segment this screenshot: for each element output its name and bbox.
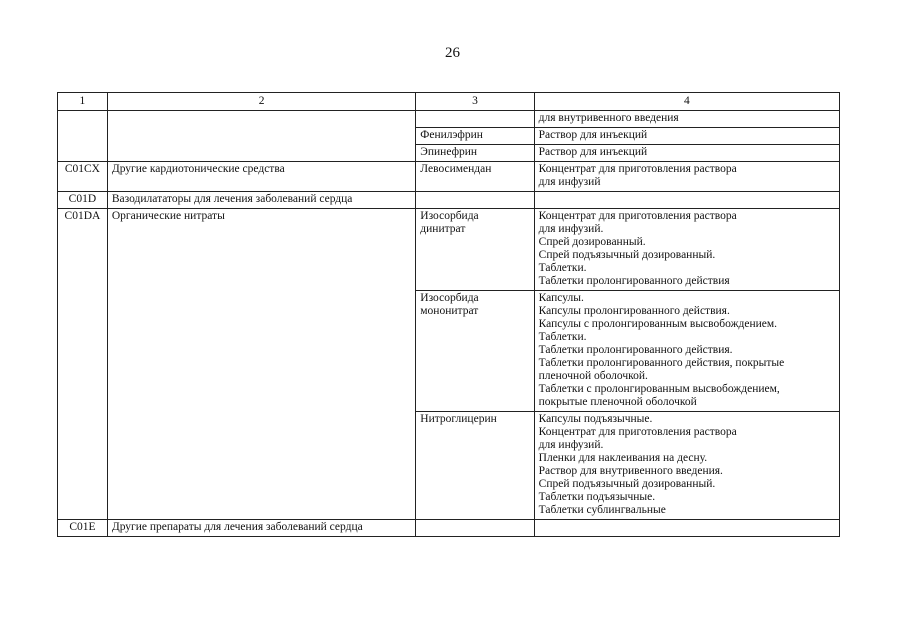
- form-line: для инфузий.: [538, 223, 604, 235]
- code-cell: C01CX: [58, 162, 108, 192]
- substance-cell: Фенилэфрин: [416, 128, 534, 145]
- form-line: Таблетки пролонгированного действия: [538, 275, 730, 287]
- substance-line: мононитрат: [420, 305, 479, 317]
- form-line: покрытые пленочной оболочкой: [538, 396, 697, 408]
- form-cell: [534, 291, 839, 412]
- form-line: Концентрат для приготовления раствора: [538, 210, 737, 222]
- form-line: для инфузий.: [538, 439, 604, 451]
- substance-cell: [416, 192, 534, 209]
- table-row: [58, 520, 840, 537]
- group-cell: Другие кардиотонические средства: [107, 162, 415, 192]
- form-line: Спрей подъязычный дозированный.: [538, 478, 716, 490]
- group-cell: Органические нитраты: [107, 209, 415, 520]
- form-cell: [534, 520, 839, 537]
- form-cell: [534, 209, 839, 291]
- substance-cell: [416, 520, 534, 537]
- form-line: Таблетки сублингвальные: [538, 504, 666, 516]
- form-line: для инфузий: [538, 176, 601, 188]
- form-line: Раствор для внутривенного введения.: [538, 465, 723, 477]
- substance-line: динитрат: [420, 223, 466, 235]
- form-cell: [534, 412, 839, 520]
- page-number: 26: [445, 45, 460, 61]
- form-cell: [534, 128, 839, 145]
- header-col-4: 4: [534, 93, 839, 111]
- form-line: Капсулы с пролонгированным высвобождением.: [538, 318, 778, 330]
- form-line: Таблетки.: [538, 331, 587, 343]
- form-line: Концентрат для приготовления раствора: [538, 426, 737, 438]
- form-line: Таблетки.: [538, 262, 587, 274]
- code-cell: [58, 111, 108, 162]
- form-line: Таблетки с пролонгированным высвобождением,: [538, 383, 780, 395]
- substance-cell: [416, 209, 534, 291]
- substance-cell: Нитроглицерин: [416, 412, 534, 520]
- table-row: [58, 209, 840, 291]
- form-line: Капсулы.: [538, 292, 584, 304]
- group-cell: Другие препараты для лечения заболеваний сердца: [107, 520, 415, 537]
- table-row: [58, 192, 840, 209]
- form-line: для внутривенного введения: [538, 112, 679, 124]
- form-cell: [534, 162, 839, 192]
- header-row: [58, 93, 840, 111]
- form-line: Пленки для наклеивания на десну.: [538, 452, 708, 464]
- form-line: Концентрат для приготовления раствора: [538, 163, 737, 175]
- form-line: Таблетки пролонгированного действия, покрытые: [538, 357, 785, 369]
- header-col-2: 2: [107, 93, 415, 111]
- group-cell: [107, 111, 415, 162]
- code-cell: C01E: [58, 520, 108, 537]
- table-row: [58, 162, 840, 192]
- substance-cell: Эпинефрин: [416, 145, 534, 162]
- code-cell: C01D: [58, 192, 108, 209]
- drug-table: [57, 92, 840, 537]
- form-line: Таблетки подъязычные.: [538, 491, 656, 503]
- form-line: Раствор для инъекций: [538, 129, 648, 141]
- code-cell: C01DA: [58, 209, 108, 520]
- substance-line: Изосорбида: [420, 292, 479, 304]
- form-cell: [534, 145, 839, 162]
- header-col-1: 1: [58, 93, 108, 111]
- form-line: Таблетки пролонгированного действия.: [538, 344, 733, 356]
- group-cell: Вазодилататоры для лечения заболеваний сердца: [107, 192, 415, 209]
- table-row: [58, 111, 840, 128]
- substance-cell: [416, 291, 534, 412]
- form-line: Спрей дозированный.: [538, 236, 646, 248]
- form-cell: [534, 111, 839, 128]
- form-line: Капсулы пролонгированного действия.: [538, 305, 730, 317]
- substance-cell: [416, 111, 534, 128]
- substance-line: Изосорбида: [420, 210, 479, 222]
- form-line: Спрей подъязычный дозированный.: [538, 249, 716, 261]
- substance-cell: Левосимендан: [416, 162, 534, 192]
- form-line: Раствор для инъекций: [538, 146, 648, 158]
- form-line: Капсулы подъязычные.: [538, 413, 653, 425]
- form-cell: [534, 192, 839, 209]
- form-line: пленочной оболочкой.: [538, 370, 648, 382]
- header-col-3: 3: [416, 93, 534, 111]
